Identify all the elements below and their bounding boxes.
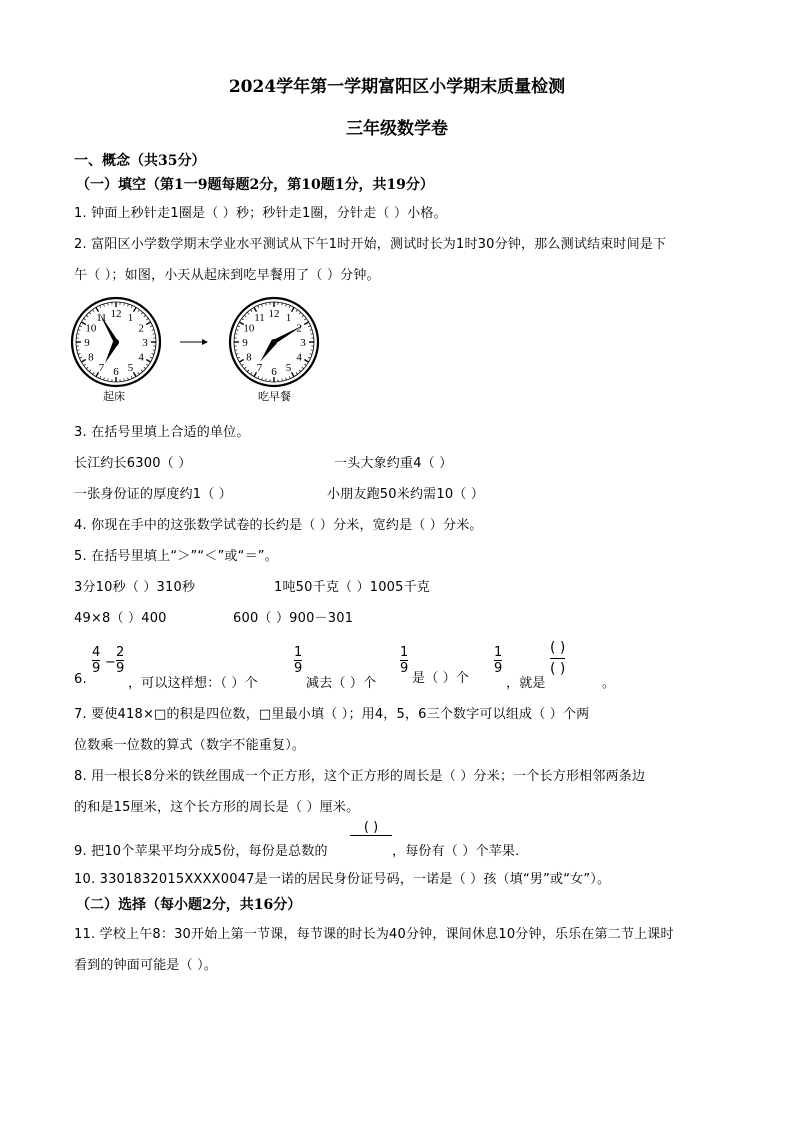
arrow-icon xyxy=(180,339,208,345)
fraction-denominator: 9 xyxy=(294,661,303,676)
clock1-number: 6 xyxy=(113,366,119,378)
fraction-numerator: 1 xyxy=(294,645,303,660)
clock1-center xyxy=(113,339,119,345)
question-7-line1: 7. 要使418×□的积是四位数，□里最小填（ ）；用4，5，6三个数字可以组成（ ）个两 xyxy=(74,707,590,722)
clock2-number: 11 xyxy=(254,311,265,324)
question-8-line1: 8. 用一根长8分米的铁丝围成一个正方形，这个正方形的周长是（ ）分米；一个长方形相邻两条边 xyxy=(74,769,646,784)
clock2-number: 12 xyxy=(268,308,280,320)
clock1-number: 11 xyxy=(96,311,107,324)
fraction-1-9 xyxy=(400,645,408,676)
question-3c: 一张身份证的厚度约1（ ） xyxy=(74,487,233,502)
clock2-number: 6 xyxy=(271,366,277,378)
question-5c: 49×8（ ）400 xyxy=(74,611,167,626)
section-heading: 一、概念（共35分） xyxy=(74,153,206,169)
clock1-caption: 起床 xyxy=(103,390,125,403)
clock2-number: 10 xyxy=(243,322,255,335)
clock1-number: 8 xyxy=(88,351,94,364)
page-title: 2024学年第一学期富阳区小学期末质量检测 xyxy=(228,77,566,97)
clock1-number: 9 xyxy=(84,337,90,349)
question-5b: 1吨50千克（ ）1005千克 xyxy=(274,580,431,595)
question-5a: 3分10秒（ ）310秒 xyxy=(74,580,196,595)
question-3a: 长江约长6300（ ） xyxy=(74,456,192,471)
clock1-number: 4 xyxy=(138,351,144,364)
breakfast-clock xyxy=(230,298,318,386)
fraction-numerator: 2 xyxy=(116,645,125,660)
fraction-denominator: 9 xyxy=(494,661,503,676)
fraction-denominator: ( ) xyxy=(550,661,566,677)
question-11-line2: 看到的钟面可能是（ ）。 xyxy=(74,958,218,973)
question-6-text2: 减去（ ）个 xyxy=(306,676,377,691)
fraction-2-9 xyxy=(116,645,124,676)
question-3b: 一头大象约重4（ ） xyxy=(334,456,453,471)
clock2-number: 9 xyxy=(242,337,248,349)
fraction-numerator: ( ) xyxy=(550,640,566,656)
question-11-line1: 11. 学校上午8：30开始上第一节课，每节课的时长为40分钟，课间休息10分钟，乐乐在第二节上课时 xyxy=(74,927,674,942)
clock1-number: 1 xyxy=(127,311,134,324)
clock1-number: 10 xyxy=(85,322,97,335)
clock2-number: 2 xyxy=(296,322,302,335)
fraction-numerator: ( ) xyxy=(363,820,379,835)
wake-up-clock xyxy=(72,298,160,386)
question-7-line2: 位数乘一位数的算式（数字不能重复）。 xyxy=(74,738,306,753)
page-subtitle: 三年级数学卷 xyxy=(346,119,448,139)
question-6-text3: 是（ ）个 xyxy=(412,671,470,686)
fraction-denominator: 9 xyxy=(92,661,101,676)
question-3: 3. 在括号里填上合适的单位。 xyxy=(74,425,250,440)
question-2-line1: 2. 富阳区小学数学期末学业水平测试从下午1时开始，测试时长为1时30分钟，那么测试结束时间是下 xyxy=(74,237,667,252)
fraction-denominator: 9 xyxy=(400,661,409,676)
question-6-end: 。 xyxy=(602,676,616,691)
question-5d: 600（ ）900－301 xyxy=(233,611,354,626)
clock2-number: 7 xyxy=(256,362,263,375)
part2-heading: （二）选择（每小题2分，共16分） xyxy=(76,897,302,913)
clock2-number: 4 xyxy=(296,351,302,364)
clock2-center xyxy=(271,339,277,345)
clock1-number: 2 xyxy=(138,322,144,335)
clock1-number: 12 xyxy=(110,308,122,320)
question-9-pre: 9. 把10个苹果平均分成5份，每份是总数的 xyxy=(74,844,328,859)
question-9-post: ，每份有（ ）个苹果. xyxy=(392,844,520,859)
part1-heading: （一）填空（第1一9题每题2分，第10题1分，共19分） xyxy=(76,177,434,193)
fraction-numerator: 1 xyxy=(400,645,409,660)
clock1-number: 5 xyxy=(127,362,134,375)
fraction-1-9 xyxy=(294,645,302,676)
question-2-line2: 午（ ）；如图，小天从起床到吃早餐用了（ ）分钟。 xyxy=(74,268,380,283)
minus-sign: − xyxy=(105,655,117,670)
question-5: 5. 在括号里填上“＞”“＜”或“＝”。 xyxy=(74,549,278,564)
question-6-text4: ，就是 xyxy=(506,676,546,691)
fraction-numerator: 4 xyxy=(92,645,101,660)
clock2-caption: 吃早餐 xyxy=(258,390,291,403)
question-6-text1: ，可以这样想：（ ）个 xyxy=(128,676,258,691)
fraction-1-9 xyxy=(494,645,502,676)
clock1-number: 3 xyxy=(142,337,148,349)
fraction-4-9 xyxy=(92,645,100,676)
clock2-number: 5 xyxy=(285,362,292,375)
question-8-line2: 的和是15厘米，这个长方形的周长是（ ）厘米。 xyxy=(74,800,360,815)
question-9-fraction xyxy=(350,820,392,851)
fraction-numerator: 1 xyxy=(494,645,503,660)
clock2-number: 8 xyxy=(246,351,252,364)
question-10: 10. 3301832015XXXX0047是一诺的居民身份证号码，一诺是（ ）孩（填“男”或“女”）。 xyxy=(74,872,611,887)
question-6-number: 6. xyxy=(74,672,87,687)
question-3d: 小朋友跑50米约需10（ ） xyxy=(327,487,485,502)
question-1: 1. 钟面上秒针走1圈是（ ）秒；秒针走1圈，分针走（ ）小格。 xyxy=(74,206,447,221)
clock2-number: 3 xyxy=(300,337,306,349)
clock1-number: 7 xyxy=(98,362,105,375)
clock2-number: 1 xyxy=(285,311,292,324)
question-4: 4. 你现在手中的这张数学试卷的长约是（ ）分米，宽约是（ ）分米。 xyxy=(74,518,483,533)
answer-fraction xyxy=(550,638,565,679)
fraction-denominator: 9 xyxy=(116,661,125,676)
